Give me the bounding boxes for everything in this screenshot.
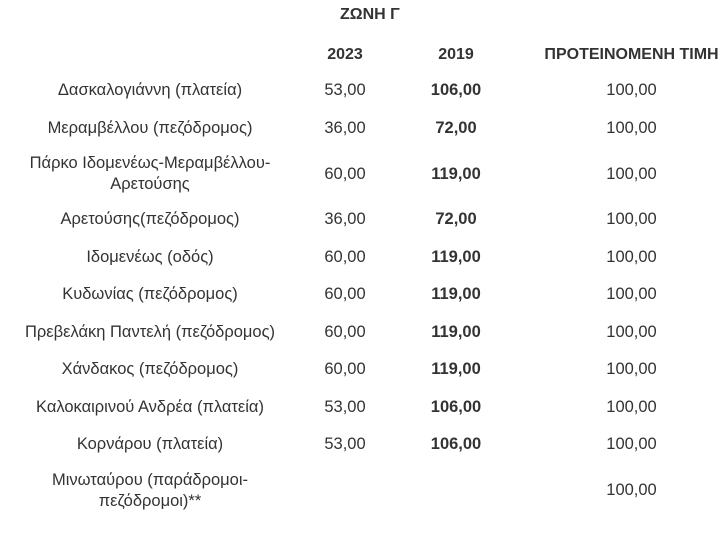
row-value-2023: 60,00 (324, 247, 366, 266)
row-value-2023: 36,00 (324, 118, 366, 137)
row-name (0, 426, 286, 464)
row-value-2019: 72,00 (435, 118, 477, 137)
table-body (0, 72, 727, 518)
row-name-line: Χάνδακος (πεζόδρομος) (61, 360, 239, 379)
table-row (0, 276, 727, 314)
row-value-2019: 106,00 (430, 397, 482, 416)
row-name (0, 239, 286, 277)
row-value-2023: 60,00 (324, 360, 366, 379)
fees-table (0, 38, 727, 518)
row-name (0, 276, 286, 314)
row-value-proposed: 100,00 (606, 322, 657, 341)
header-name (0, 38, 286, 72)
row-value-proposed: 100,00 (606, 435, 657, 454)
row-name (0, 201, 286, 239)
header-2019: 2019 (438, 46, 474, 63)
table-row (0, 72, 727, 110)
row-name-line: Αρετούσης (110, 175, 190, 193)
row-name (0, 389, 286, 427)
row-value-proposed: 100,00 (606, 481, 657, 499)
row-value-2019: 106,00 (430, 81, 482, 100)
row-value-2023: 53,00 (324, 81, 366, 100)
row-name (0, 314, 286, 352)
row-name-line: Αρετούσης(πεζόδρομος) (60, 210, 240, 229)
row-value-2019: 72,00 (435, 210, 477, 229)
table-header (0, 38, 727, 72)
table-row (0, 201, 727, 239)
table-row (0, 389, 727, 427)
header-2023: 2023 (327, 46, 363, 63)
row-value-2019: 106,00 (430, 435, 482, 454)
row-name-line: Κυδωνίας (πεζόδρομος) (62, 285, 238, 304)
row-value-2023: 53,00 (324, 397, 366, 416)
table-row (0, 147, 727, 201)
row-value-proposed: 100,00 (606, 360, 657, 379)
row-name-line: Μινωταύρου (παράδρομοι- (51, 470, 249, 489)
row-value-2023: 60,00 (324, 285, 366, 304)
row-name-line: πεζόδρομοι)** (98, 491, 202, 510)
row-name (0, 351, 286, 389)
row-name (0, 110, 286, 148)
row-value-proposed: 100,00 (606, 397, 657, 416)
row-name-line: Μεραμβέλλου (πεζόδρομος) (47, 118, 253, 137)
row-value-2023 (286, 464, 404, 518)
row-value-2023: 60,00 (324, 164, 366, 183)
row-value-2019: 119,00 (431, 285, 481, 304)
table-row (0, 239, 727, 277)
table-row (0, 426, 727, 464)
row-name-line: Πάρκο Ιδομενέως-Μεραμβέλλου- (29, 154, 271, 172)
row-value-2019: 119,00 (431, 360, 481, 379)
row-value-2019: 119,00 (431, 322, 481, 341)
row-value-2023: 36,00 (324, 210, 366, 229)
row-name (0, 72, 286, 110)
row-name-line: Κορνάρου (πλατεία) (76, 435, 224, 454)
row-value-proposed: 100,00 (606, 164, 657, 183)
row-value-proposed: 100,00 (606, 247, 657, 266)
row-name-line: Πρεβελάκη Παντελή (πεζόδρομος) (24, 322, 276, 341)
row-name-line: Καλοκαιρινού Ανδρέα (πλατεία) (36, 397, 264, 416)
row-value-2019: 119,00 (431, 164, 481, 183)
table-row (0, 464, 727, 518)
table-row (0, 314, 727, 352)
row-value-2023: 53,00 (324, 435, 366, 454)
header-row (0, 38, 727, 72)
row-value-2019: 119,00 (431, 247, 481, 266)
row-value-proposed: 100,00 (606, 118, 657, 137)
row-value-2019 (404, 464, 508, 518)
zone-title: ΖΩΝΗ Γ (340, 6, 400, 23)
row-name (0, 147, 286, 201)
row-value-2023: 60,00 (324, 322, 366, 341)
row-value-proposed: 100,00 (606, 210, 657, 229)
row-value-proposed: 100,00 (606, 285, 657, 304)
table-row (0, 351, 727, 389)
header-proposed: ΠΡΟΤΕΙΝΟΜΕΝΗ ΤΙΜΗ (544, 46, 719, 63)
row-name-line: Δασκαλογιάννη (πλατεία) (57, 81, 243, 100)
row-value-proposed: 100,00 (606, 81, 657, 100)
row-name-line: Ιδομενέως (οδός) (86, 247, 214, 266)
table-row (0, 110, 727, 148)
row-name (0, 464, 286, 518)
